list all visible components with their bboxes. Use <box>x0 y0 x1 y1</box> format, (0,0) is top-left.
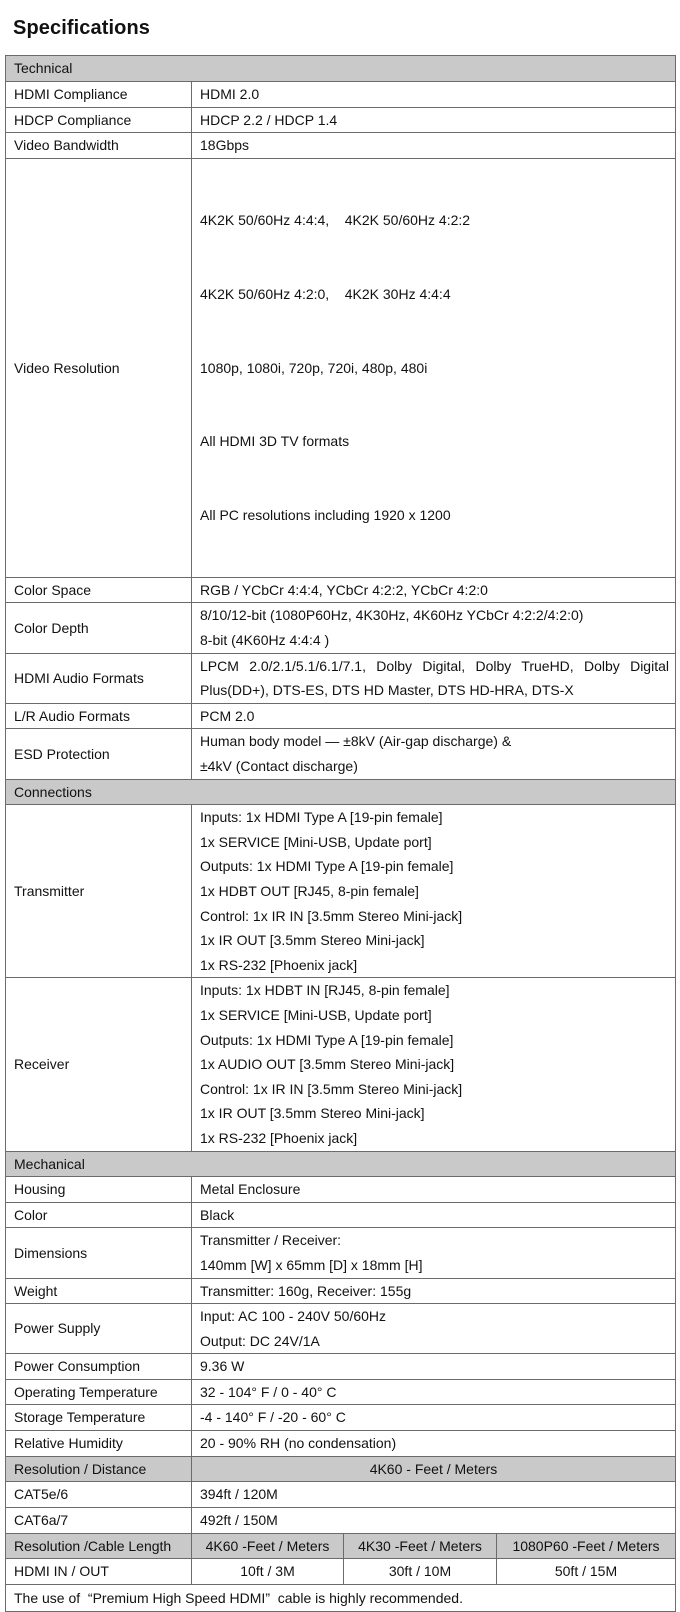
spec-line: Outputs: 1x HDMI Type A [19-pin female] <box>200 858 454 875</box>
spec-value: -4 - 140° F / -20 - 60° C <box>192 1405 676 1431</box>
spec-value: PCM 2.0 <box>192 703 676 729</box>
spec-label: HDCP Compliance <box>6 107 192 133</box>
spec-line: 140mm [W] x 65mm [D] x 18mm [H] <box>200 1256 423 1273</box>
spec-label: Dimensions <box>6 1228 192 1278</box>
spec-line: 1x IR OUT [3.5mm Stereo Mini-jack] <box>200 932 425 949</box>
row-housing <box>6 1177 676 1203</box>
row-color <box>6 1202 676 1228</box>
spec-line: 1x IR OUT [3.5mm Stereo Mini-jack] <box>200 1105 425 1122</box>
spec-label: Video Bandwidth <box>6 133 192 159</box>
distance-header-label: Resolution / Distance <box>6 1456 192 1482</box>
row-cat6a <box>6 1508 676 1534</box>
section-title: Mechanical <box>6 1151 676 1177</box>
row-power-supply <box>6 1304 676 1354</box>
spec-label: Weight <box>6 1278 192 1304</box>
spec-line: Control: 1x IR IN [3.5mm Stereo Mini-jack] <box>200 1080 463 1097</box>
spec-line: Inputs: 1x HDMI Type A [19-pin female] <box>200 809 443 826</box>
spec-value: 20 - 90% RH (no condensation) <box>192 1431 676 1457</box>
page-title: Specifications <box>13 17 150 39</box>
spec-value <box>192 978 676 1151</box>
row-color-space <box>6 577 676 603</box>
spec-value: Transmitter: 160g, Receiver: 155g <box>192 1278 676 1304</box>
spec-line: 1x HDBT OUT [RJ45, 8-pin female] <box>200 883 419 899</box>
spec-line: 8/10/12-bit (1080P60Hz, 4K30Hz, 4K60Hz YCbCr 4:2:2/4:2:0) <box>200 607 584 624</box>
row-operating-temperature <box>6 1379 676 1405</box>
spec-value: 18Gbps <box>192 133 676 159</box>
spec-label: Color <box>6 1202 192 1228</box>
row-hdmi-audio <box>6 653 676 703</box>
spec-line: Control: 1x IR IN [3.5mm Stereo Mini-jack] <box>200 907 463 924</box>
section-connections <box>6 779 676 805</box>
spec-value: HDMI 2.0 <box>192 82 676 108</box>
spec-label: HDMI Audio Formats <box>6 653 192 703</box>
spec-line: 1x RS-232 [Phoenix jack] <box>200 1129 358 1146</box>
spec-line: 4K2K 50/60Hz 4:2:0, 4K2K 30Hz 4:4:4 <box>200 285 451 302</box>
cable-header-1080p60: 1080P60 -Feet / Meters <box>497 1533 676 1559</box>
row-esd <box>6 729 676 779</box>
spec-value: 492ft / 150M <box>192 1508 676 1534</box>
spec-line: 1x AUDIO OUT [3.5mm Stereo Mini-jack] <box>200 1056 455 1073</box>
spec-line: Human body model — ±8kV (Air-gap discharge) & <box>200 733 512 750</box>
spec-label: Power Consumption <box>6 1354 192 1380</box>
cable-value-4k60: 10ft / 3M <box>192 1559 344 1585</box>
spec-line: 8-bit (4K60Hz 4:4:4 ) <box>200 632 330 649</box>
spec-label: Power Supply <box>6 1304 192 1354</box>
row-distance-header <box>6 1456 676 1482</box>
spec-value: Black <box>192 1202 676 1228</box>
row-receiver <box>6 978 676 1151</box>
spec-label: CAT5e/6 <box>6 1482 192 1508</box>
spec-line: All PC resolutions including 1920 x 1200 <box>200 507 451 524</box>
cable-value-1080p60: 50ft / 15M <box>497 1559 676 1585</box>
section-mechanical <box>6 1151 676 1177</box>
spec-label: Transmitter <box>6 805 192 978</box>
spec-value: RGB / YCbCr 4:4:4, YCbCr 4:2:2, YCbCr 4:2:0 <box>192 577 676 603</box>
spec-value <box>192 1304 676 1354</box>
section-title: Connections <box>6 779 676 805</box>
row-power-consumption <box>6 1354 676 1380</box>
cable-value-4k30: 30ft / 10M <box>344 1559 497 1585</box>
row-transmitter <box>6 805 676 978</box>
spec-value: LPCM 2.0/2.1/5.1/6.1/7.1, Dolby Digital, Dolby TrueHD, Dolby Digital Plus(DD+), DTS-ES, DTS HD Master, DTS HD-HRA, DTS-X <box>192 653 676 703</box>
spec-line: ±4kV (Contact discharge) <box>200 758 358 775</box>
row-hdcp-compliance <box>6 107 676 133</box>
distance-header-value: 4K60 - Feet / Meters <box>192 1456 676 1482</box>
section-technical <box>6 56 676 82</box>
spec-line: 1x RS-232 [Phoenix jack] <box>200 956 358 973</box>
spec-label: HDMI Compliance <box>6 82 192 108</box>
cable-note: The use of “Premium High Speed HDMI” cable is highly recommended. <box>6 1585 676 1612</box>
row-note <box>6 1585 676 1612</box>
spec-line: 4K2K 50/60Hz 4:4:4, 4K2K 50/60Hz 4:2:2 <box>200 211 471 228</box>
spec-value: HDCP 2.2 / HDCP 1.4 <box>192 107 676 133</box>
spec-label: ESD Protection <box>6 729 192 779</box>
spec-value: 394ft / 120M <box>192 1482 676 1508</box>
spec-line: Inputs: 1x HDBT IN [RJ45, 8-pin female] <box>200 982 450 999</box>
spec-value: 9.36 W <box>192 1354 676 1380</box>
row-weight <box>6 1278 676 1304</box>
spec-table <box>5 55 676 1612</box>
row-video-resolution <box>6 158 676 577</box>
row-storage-temperature <box>6 1405 676 1431</box>
row-cable-header <box>6 1533 676 1559</box>
cable-header-label: Resolution /Cable Length <box>6 1533 192 1559</box>
spec-label: Color Depth <box>6 603 192 653</box>
spec-label: CAT6a/7 <box>6 1508 192 1534</box>
spec-line: Transmitter / Receiver: <box>200 1232 342 1249</box>
spec-label: L/R Audio Formats <box>6 703 192 729</box>
row-dimensions <box>6 1228 676 1278</box>
spec-label: Housing <box>6 1177 192 1203</box>
row-lr-audio <box>6 703 676 729</box>
spec-value <box>192 603 676 653</box>
row-hdmi-in-out <box>6 1559 676 1585</box>
spec-label: HDMI IN / OUT <box>6 1559 192 1585</box>
spec-line: Outputs: 1x HDMI Type A [19-pin female] <box>200 1031 454 1048</box>
spec-value <box>192 1228 676 1278</box>
section-title: Technical <box>6 56 676 82</box>
spec-label: Operating Temperature <box>6 1379 192 1405</box>
spec-value <box>192 805 676 978</box>
cable-header-4k30: 4K30 -Feet / Meters <box>344 1533 497 1559</box>
spec-line: 1080p, 1080i, 720p, 720i, 480p, 480i <box>200 359 428 376</box>
spec-value <box>192 158 676 577</box>
spec-line: 1x SERVICE [Mini-USB, Update port] <box>200 1006 432 1023</box>
spec-line: Output: DC 24V/1A <box>200 1332 320 1349</box>
row-hdmi-compliance <box>6 82 676 108</box>
spec-label: Storage Temperature <box>6 1405 192 1431</box>
spec-line: Input: AC 100 - 240V 50/60Hz <box>200 1308 387 1325</box>
spec-label: Video Resolution <box>6 158 192 577</box>
spec-value: Metal Enclosure <box>192 1177 676 1203</box>
spec-line: 1x SERVICE [Mini-USB, Update port] <box>200 833 432 850</box>
spec-label: Receiver <box>6 978 192 1151</box>
spec-label: Color Space <box>6 577 192 603</box>
spec-label: Relative Humidity <box>6 1431 192 1457</box>
spec-value <box>192 729 676 779</box>
row-color-depth <box>6 603 676 653</box>
spec-line: All HDMI 3D TV formats <box>200 433 350 450</box>
row-video-bandwidth <box>6 133 676 159</box>
cable-header-4k60: 4K60 -Feet / Meters <box>192 1533 344 1559</box>
row-cat5e <box>6 1482 676 1508</box>
spec-value: 32 - 104° F / 0 - 40° C <box>192 1379 676 1405</box>
row-relative-humidity <box>6 1431 676 1457</box>
